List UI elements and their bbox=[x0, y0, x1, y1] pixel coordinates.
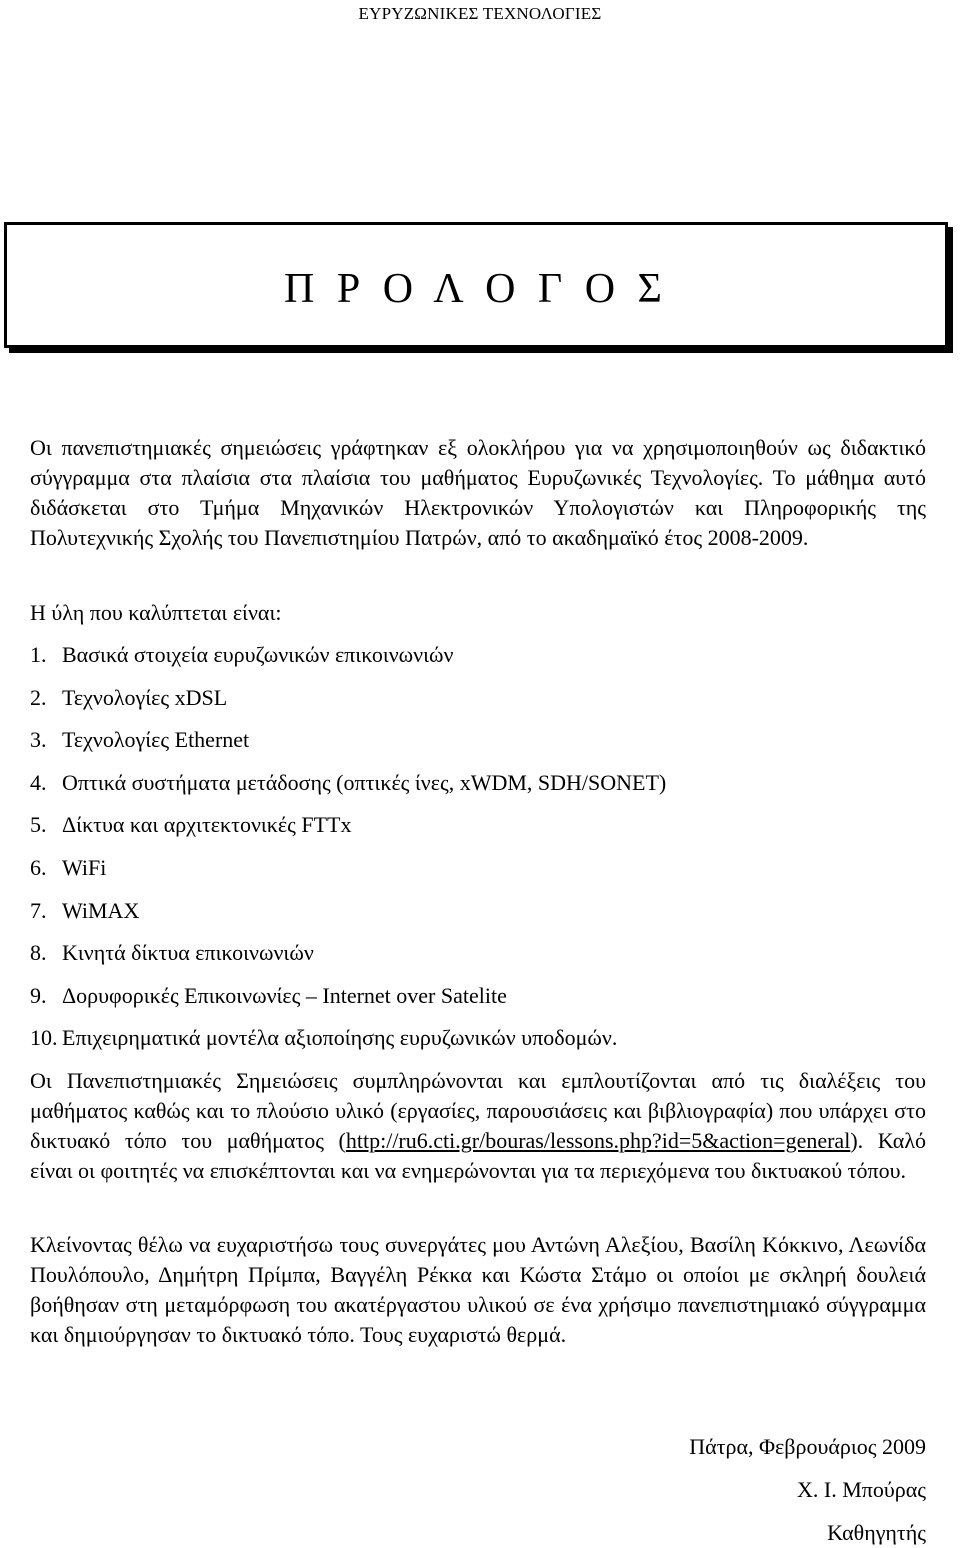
list-item-label: Τεχνολογίες xDSL bbox=[62, 684, 228, 710]
topics-heading: Η ύλη που καλύπτεται είναι: bbox=[30, 600, 282, 625]
list-item bbox=[30, 938, 666, 981]
list-item bbox=[30, 896, 666, 939]
list-item bbox=[30, 683, 666, 726]
list-item-number: 9. bbox=[30, 982, 47, 1008]
title-box bbox=[4, 222, 948, 348]
notes-text-before: Οι Πανεπιστημιακές Σημειώσεις συμπληρώνονται και εμπλουτίζονται από τις διαλέξεις του μαθήματος καθώς και το πλούσιο υλικό (εργασίες, παρουσιάσεις και βιβλιογραφία) που υπάρχει στο δικτυακό τόπο του μαθήματος ( bbox=[30, 1068, 926, 1153]
notes-text-after: ). Καλό είναι οι φοιτητές να επισκέπτονται και να ενημερώνονται για τα περιεχόμενα του δικτυακού τόπου. bbox=[30, 1128, 927, 1183]
list-item bbox=[30, 1023, 666, 1066]
list-item-number: 5. bbox=[30, 812, 47, 838]
intro-section bbox=[30, 433, 926, 553]
list-item bbox=[30, 853, 666, 896]
list-item-label: Βασικά στοιχεία ευρυζωνικών επικοινωνιών bbox=[62, 642, 454, 667]
intro-paragraph: Οι πανεπιστημιακές σημειώσεις γράφτηκαν εξ ολοκλήρου για να χρησιμοποιηθούν ως διδακτικό σύγγραμμα στα πλαίσια στα πλαίσια του μαθήματος Ευρυζωνικές Τεχνολογίες. Το μάθημα αυτό διδάσκεται στο Τμήμα Μηχανικών Ηλεκτρονικών Υπολογιστών και Πληροφορικής της Πολυτεχνικής Σχολής του Πανεπιστημίου Πατρών, από το ακαδημαϊκό έτος 2008-2009. bbox=[30, 435, 926, 550]
list-item-label: Δίκτυα και αρχιτεκτονικές FTTx bbox=[62, 812, 352, 838]
signature-name: Χ. Ι. Μπούρας bbox=[797, 1477, 926, 1502]
running-header: ΕΥΡΥΖΩΝΙΚΕΣ ΤΕΧΝΟΛΟΓΙΕΣ bbox=[358, 4, 602, 23]
signature-place-date: Πάτρα, Φεβρουάριος 2009 bbox=[689, 1434, 926, 1459]
list-item-label: Κινητά δίκτυα επικοινωνιών bbox=[62, 940, 314, 966]
list-item-number: 8. bbox=[30, 940, 47, 966]
list-item bbox=[30, 810, 666, 853]
list-item-label: Τεχνολογίες Ethernet bbox=[62, 727, 250, 753]
course-website-link[interactable]: http://ru6.cti.gr/bouras/lessons.php?id=5&action=general bbox=[345, 1128, 851, 1153]
list-item-number: 10. bbox=[30, 1025, 58, 1051]
list-item bbox=[30, 768, 666, 811]
list-item bbox=[30, 725, 666, 768]
page-title: Π Ρ Ο Λ Ο Γ Ο Σ bbox=[284, 266, 668, 312]
list-item bbox=[30, 640, 666, 683]
list-item-label: WiFi bbox=[62, 854, 107, 880]
signature-role: Καθηγητής bbox=[827, 1520, 926, 1545]
list-item-label: Επιχειρηματικά μοντέλα αξιοποίησης ευρυζωνικών υποδομών. bbox=[62, 1025, 618, 1051]
list-item-number: 3. bbox=[30, 727, 47, 753]
list-item-number: 2. bbox=[30, 684, 47, 710]
list-item-label: WiMAX bbox=[62, 897, 140, 923]
list-item-label: Οπτικά συστήματα μετάδοσης (οπτικές ίνες, xWDM, SDH/SONET) bbox=[62, 769, 667, 795]
list-item bbox=[30, 981, 666, 1024]
thanks-paragraph: Κλείνοντας θέλω να ευχαριστήσω τους συνεργάτες μου Αντώνη Αλεξίου, Βασίλη Κόκκινο, Λεωνίδα Πουλόπουλο, Δημήτρη Πρίμπα, Βαγγέλη Ρέκκα και Κώστα Στάμο οι οποίοι με σκληρή δουλειά βοήθησαν στη μεταμόρφωση του ακατέργαστου υλικού σε ένα χρήσιμο πανεπιστημιακό σύγγραμμα και δημιούργησαν το δικτυακό τόπο. Τους ευχαριστώ θερμά. bbox=[30, 1232, 926, 1347]
list-item-number: 6. bbox=[30, 854, 47, 880]
topics-list bbox=[30, 640, 666, 1066]
list-item-number: 1. bbox=[30, 642, 47, 667]
list-item-number: 4. bbox=[30, 769, 47, 795]
list-item-label: Δορυφορικές Επικοινωνίες – Internet over Satelite bbox=[62, 982, 507, 1008]
list-item-number: 7. bbox=[30, 897, 47, 923]
notes-paragraph bbox=[30, 1066, 926, 1186]
